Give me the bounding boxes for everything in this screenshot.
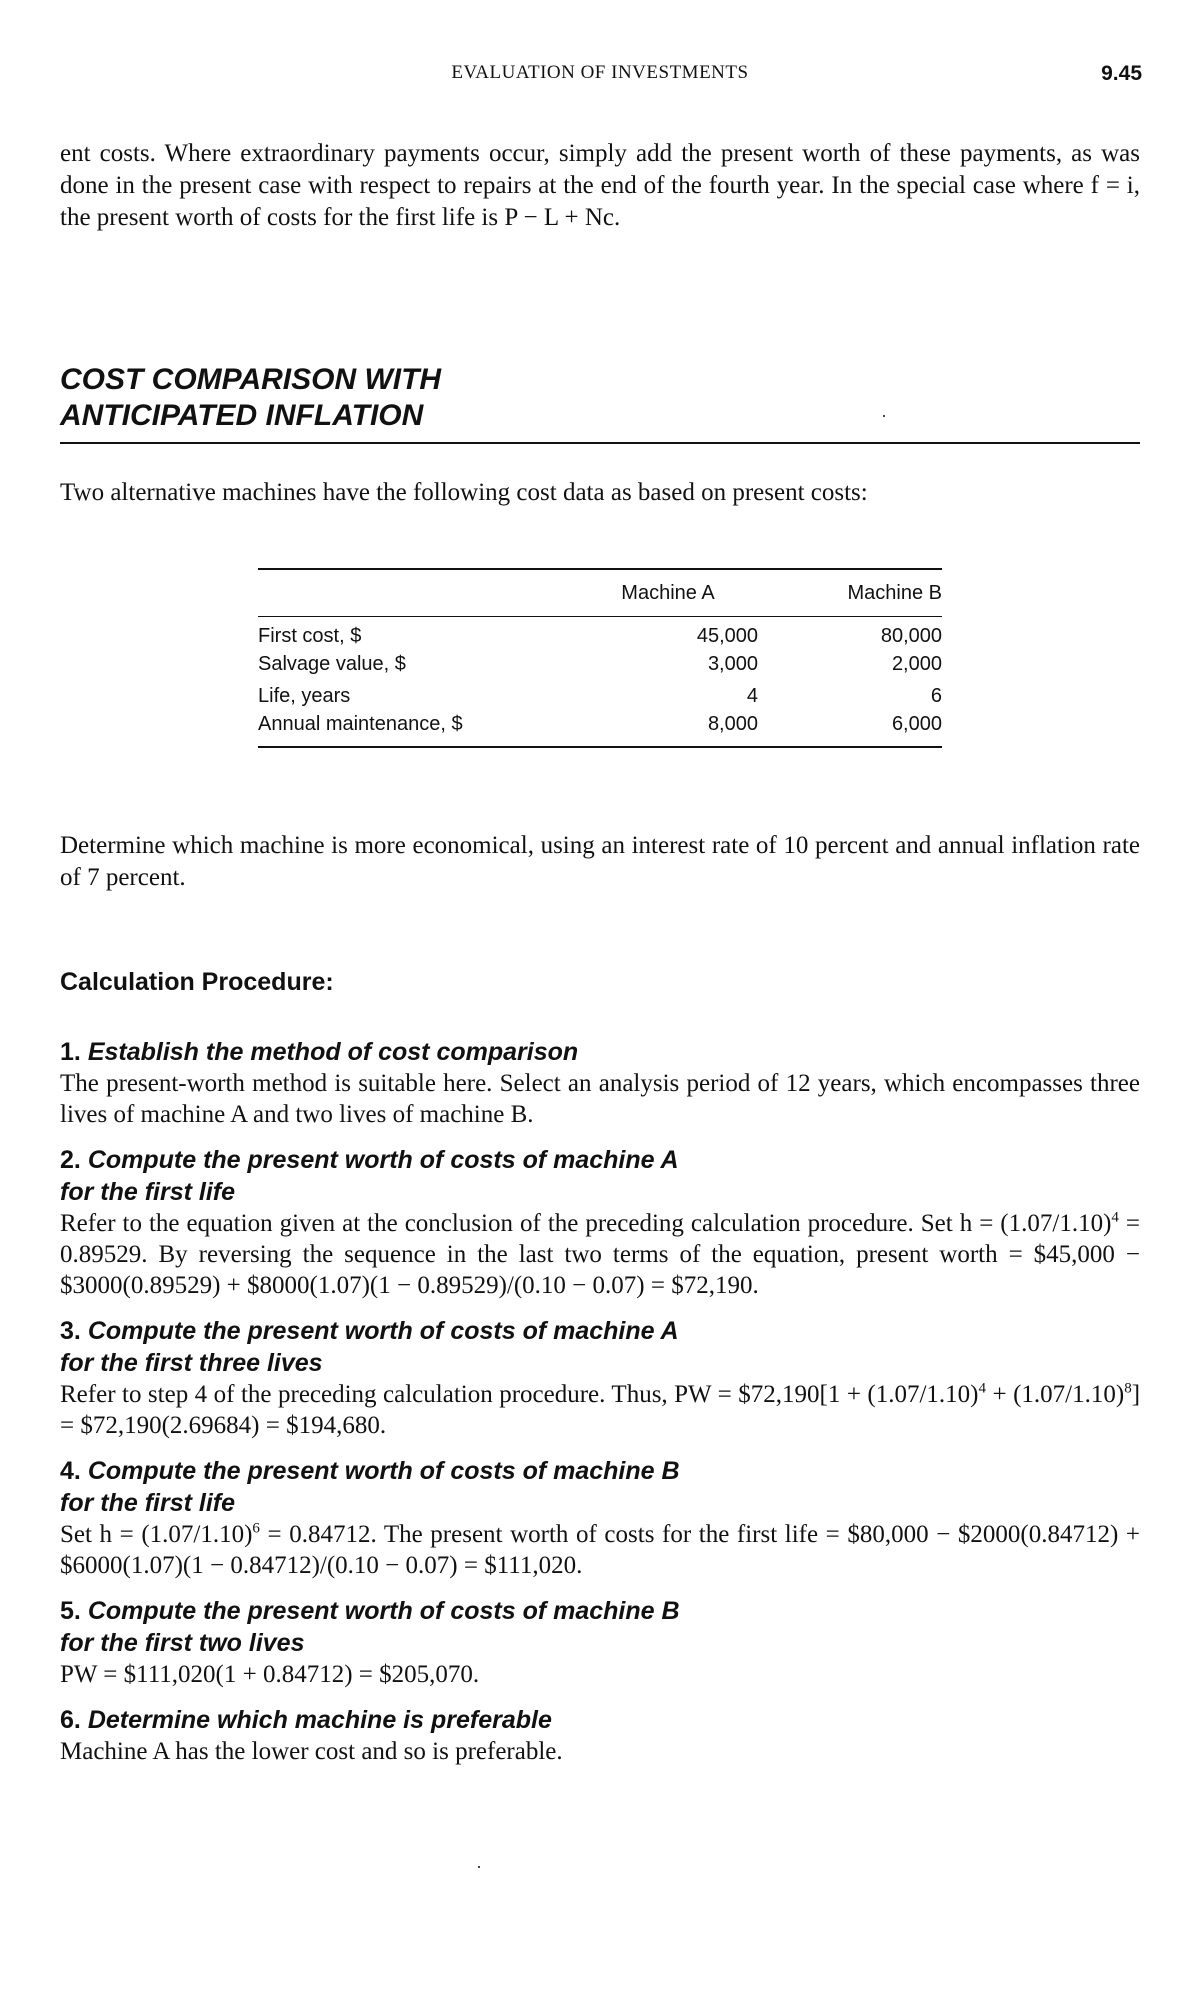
- section-heading-line2: ANTICIPATED INFLATION: [60, 399, 424, 432]
- row-label: Salvage value, $: [258, 653, 406, 675]
- row-label: Life, years: [258, 685, 351, 707]
- determine-paragraph: Determine which machine is more economical, using an interest rate of 10 percent and annual inflation rate of 7 percent.: [60, 832, 1140, 891]
- table-row: [258, 681, 942, 713]
- step-heading: [60, 1595, 1140, 1659]
- exponent: 8: [1124, 1380, 1132, 1397]
- step-number: 2.: [60, 1146, 81, 1174]
- step-number: 5.: [60, 1597, 81, 1625]
- step-text: [60, 1519, 1140, 1581]
- cell-machine-a: 4: [746, 685, 758, 707]
- step-heading: [60, 1036, 1140, 1068]
- step-text-part: = 0.84712. The present worth of costs for the first life = $80,000 − $2000(0.84712) + $6000(1.07)(1 − 0.84712)/(0.10 − 0.07) = $111,020.: [60, 1521, 1140, 1579]
- step-text-part: Set h = (1.07/1.10): [60, 1521, 253, 1548]
- step-3: [60, 1315, 1140, 1441]
- cell-machine-b: 80,000: [880, 625, 942, 648]
- cell-machine-a: 45,000: [696, 625, 758, 648]
- table-row: [258, 617, 942, 649]
- table-header-row: [258, 569, 942, 617]
- cell-machine-b: 2,000: [891, 653, 942, 675]
- cell-machine-a: 8,000: [707, 712, 758, 735]
- stray-dot: [883, 415, 885, 417]
- step-title-line2: for the first two lives: [60, 1629, 305, 1657]
- step-title-line1: Compute the present worth of costs of machine A: [87, 1146, 679, 1174]
- step-text: Machine A has the lower cost and so is preferable.: [60, 1738, 563, 1765]
- step-number: 6.: [60, 1706, 81, 1734]
- running-head: [60, 62, 1140, 92]
- step-heading: [60, 1704, 1140, 1736]
- step-title-line1: Compute the present worth of costs of machine A: [87, 1317, 679, 1345]
- row-label: First cost, $: [258, 625, 362, 648]
- column-header: [258, 569, 578, 617]
- step-heading: [60, 1455, 1140, 1519]
- cost-table: [258, 568, 942, 748]
- step-heading: [60, 1315, 1140, 1379]
- book-page: [60, 0, 1140, 1992]
- procedure-steps: [60, 1036, 1140, 1781]
- step-text: [60, 1379, 1140, 1441]
- step-5: [60, 1595, 1140, 1690]
- exponent: 6: [252, 1520, 260, 1537]
- step-title-line2: for the first life: [60, 1178, 236, 1206]
- running-head-title: EVALUATION OF INVESTMENTS: [451, 62, 749, 83]
- step-text-part: Refer to step 4 of the preceding calculation procedure. Thus, PW = $72,190[1 + (1.07/1.10): [60, 1381, 979, 1408]
- step-6: [60, 1704, 1140, 1767]
- step-number: 3.: [60, 1317, 81, 1345]
- step-title-line2: for the first three lives: [60, 1349, 323, 1377]
- column-header-machine-a: Machine A: [621, 581, 715, 604]
- section-heading: [60, 362, 1140, 438]
- exponent: 4: [1111, 1209, 1119, 1226]
- step-text-part: + (1.07/1.10): [986, 1381, 1125, 1408]
- step-text-part: Refer to the equation given at the conclusion of the preceding calculation procedure. Set h = (1.07/1.10): [60, 1210, 1112, 1237]
- step-text-part: ] = $72,190(2.69684) = $194,680.: [60, 1381, 1141, 1439]
- section-heading-line1: COST COMPARISON WITH: [60, 363, 442, 396]
- step-title-line2: for the first life: [60, 1489, 236, 1517]
- row-label: Annual maintenance, $: [258, 712, 463, 735]
- column-header-machine-b: Machine B: [847, 581, 942, 604]
- stray-dot: [478, 1866, 480, 1868]
- table-row: [258, 649, 942, 681]
- intro-paragraph: ent costs. Where extraordinary payments occur, simply add the present worth of these payments, as was done in the present case with respect to repairs at the end of the fourth year. In the special case where f = i, the present worth of costs for the first life is P − L + Nc.: [60, 140, 1140, 231]
- cost-table-wrap: [258, 568, 942, 748]
- problem-statement: Two alternative machines have the following cost data as based on present costs:: [60, 479, 868, 506]
- step-title: Determine which machine is preferable: [87, 1706, 552, 1734]
- step-text-part: = 0.89529. By reversing the sequence in the last two terms of the equation, present worth = $45,000 − $3000(0.89529) + $8000(1.07)(1 − 0.89529)/(0.10 − 0.07) = $72,190.: [60, 1210, 1141, 1299]
- step-number: 4.: [60, 1457, 81, 1485]
- step-title-line1: Compute the present worth of costs of machine B: [87, 1457, 680, 1485]
- cell-machine-b: 6,000: [891, 712, 942, 735]
- section-rule: [60, 442, 1140, 444]
- step-4: [60, 1455, 1140, 1581]
- step-text: The present-worth method is suitable here. Select an analysis period of 12 years, which encompasses three lives of machine A and two lives of machine B.: [60, 1070, 1140, 1128]
- step-heading: [60, 1144, 1140, 1208]
- exponent: 4: [978, 1380, 987, 1397]
- step-title-line1: Compute the present worth of costs of machine B: [87, 1597, 680, 1625]
- cell-machine-b: 6: [930, 685, 942, 707]
- step-2: [60, 1144, 1140, 1301]
- step-text: PW = $111,020(1 + 0.84712) = $205,070.: [60, 1661, 480, 1688]
- step-title: Establish the method of cost comparison: [87, 1038, 579, 1066]
- table-row: [258, 713, 942, 747]
- cell-machine-a: 3,000: [707, 653, 758, 675]
- calculation-procedure-heading: Calculation Procedure:: [60, 968, 334, 996]
- page-number: 9.45: [1101, 62, 1142, 85]
- step-text: [60, 1208, 1140, 1301]
- step-number: 1.: [60, 1038, 81, 1066]
- step-1: [60, 1036, 1140, 1130]
